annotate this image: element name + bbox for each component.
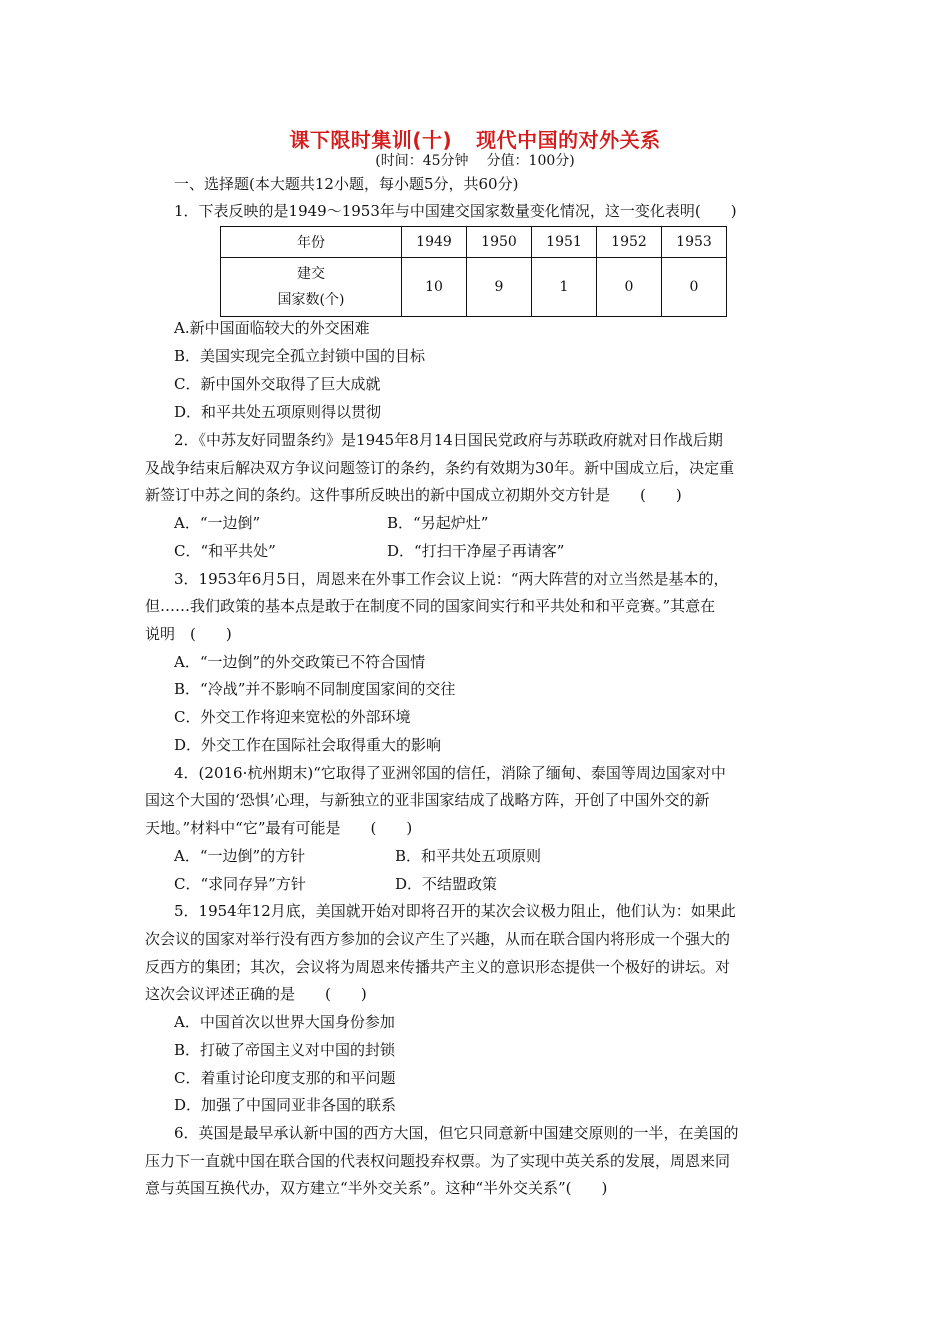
q3-stem-line-2: 但……我们政策的基本点是敢于在制度不同的国家间实行和平共处和和平竞赛。”其意在 xyxy=(145,597,716,615)
q5-stem-line-1: 5．1954年12月底，美国就开始对即将召开的某次会议极力阻止，他们认为：如果此 xyxy=(174,902,736,920)
row-label-line-1: 建交 xyxy=(297,266,325,282)
q3-option-d: D．外交工作在国际社会取得重大的影响 xyxy=(174,736,442,754)
q6-stem-line-1: 6．英国是最早承认新中国的西方大国，但它只同意新中国建交原则的一半，在美国的 xyxy=(174,1124,739,1142)
q5-option-c: C．着重讨论印度支那的和平问题 xyxy=(174,1069,396,1087)
q3-stem-line-3: 说明 ( ) xyxy=(145,625,232,643)
q4-option-c: C．“求同存异”方针 xyxy=(174,875,306,893)
q4-option-b: B．和平共处五项原则 xyxy=(395,847,542,865)
score-label: 分值：100分) xyxy=(486,153,575,169)
q5-option-b: B．打破了帝国主义对中国的封锁 xyxy=(174,1041,396,1059)
page-title xyxy=(0,124,950,153)
table-count-cell: 10 xyxy=(402,258,467,317)
q2-stem-line-1: 2．《中苏友好同盟条约》是1945年8月14日国民党政府与苏联政府就对日作战后期 xyxy=(174,431,723,449)
table-year-cell: 1953 xyxy=(662,227,727,258)
q4-option-d: D．不结盟政策 xyxy=(395,875,498,893)
q4-stem-line-1: 4．(2016·杭州期末)“它取得了亚洲邻国的信任，消除了缅甸、泰国等周边国家对中 xyxy=(174,764,726,782)
table-count-cell: 0 xyxy=(597,258,662,317)
q6-stem-line-2: 压力下一直就中国在联合国的代表权问题投弃权票。为了实现中英关系的发展，周恩来同 xyxy=(145,1152,731,1170)
q3-stem-line-1: 3．1953年6月5日，周恩来在外事工作会议上说：“两大阵营的对立当然是基本的， xyxy=(174,570,729,588)
title-part-1: 课下限时集训(十) xyxy=(289,128,453,152)
table-row-label xyxy=(221,258,402,317)
q1-option-b: B．美国实现完全孤立封锁中国的目标 xyxy=(174,347,426,365)
table-row xyxy=(221,258,727,317)
q1-option-a: A.新中国面临较大的外交困难 xyxy=(174,319,370,337)
exam-info xyxy=(0,150,950,170)
time-label: (时间：45分钟 xyxy=(375,153,469,169)
q5-stem-line-2: 次会议的国家对举行没有西方参加的会议产生了兴趣，从而在联合国内将形成一个强大的 xyxy=(145,930,731,948)
q5-stem-line-3: 反西方的集团；其次，会议将为周恩来传播共产主义的意识形态提供一个极好的讲坛。对 xyxy=(145,958,731,976)
table-year-cell: 1952 xyxy=(597,227,662,258)
q2-option-c: C．“和平共处” xyxy=(174,542,276,560)
row-label-line-2: 国家数(个) xyxy=(277,292,345,308)
q1-option-d: D．和平共处五项原则得以贯彻 xyxy=(174,403,382,421)
table-year-cell: 1950 xyxy=(467,227,532,258)
q1-option-c: C．新中国外交取得了巨大成就 xyxy=(174,375,381,393)
q4-stem-line-3: 天地。”材料中“它”最有可能是 ( ) xyxy=(145,819,413,837)
table-year-cell: 1949 xyxy=(402,227,467,258)
q5-stem-line-4: 这次会议评述正确的是 ( ) xyxy=(145,985,367,1003)
table-count-cell: 0 xyxy=(662,258,727,317)
table-count-cell: 9 xyxy=(467,258,532,317)
q4-option-a: A．“一边倒”的方针 xyxy=(174,847,306,865)
q3-option-a: A．“一边倒”的外交政策已不符合国情 xyxy=(174,653,426,671)
section-heading: 一、选择题(本大题共12小题，每小题5分，共60分) xyxy=(174,175,519,193)
table-header-cell: 年份 xyxy=(221,227,402,258)
title-part-2: 现代中国的对外关系 xyxy=(476,128,661,152)
q1-stem: 1．下表反映的是1949～1953年与中国建交国家数量变化情况，这一变化表明( ) xyxy=(174,202,737,220)
q5-option-a: A．中国首次以世界大国身份参加 xyxy=(174,1013,395,1031)
q3-option-c: C．外交工作将迎来宽松的外部环境 xyxy=(174,708,411,726)
q3-option-b: B．“冷战”并不影响不同制度国家间的交往 xyxy=(174,680,456,698)
table-year-cell: 1951 xyxy=(532,227,597,258)
table-count-cell: 1 xyxy=(532,258,597,317)
q2-option-d: D．“打扫干净屋子再请客” xyxy=(387,542,565,560)
q2-option-a: A．“一边倒” xyxy=(174,514,261,532)
q2-stem-line-3: 新签订中苏之间的条约。这件事所反映出的新中国成立初期外交方针是 ( ) xyxy=(145,486,682,504)
table-row xyxy=(221,227,727,258)
q4-stem-line-2: 国这个大国的‘恐惧’心理，与新独立的亚非国家结成了战略方阵，开创了中国外交的新 xyxy=(145,791,710,809)
q2-option-b: B．“另起炉灶” xyxy=(387,514,489,532)
q6-stem-line-3: 意与英国互换代办，双方建立“半外交关系”。这种“半外交关系”( ) xyxy=(145,1179,608,1197)
diplomatic-relations-table xyxy=(220,226,727,317)
q5-option-d: D．加强了中国同亚非各国的联系 xyxy=(174,1096,397,1114)
q2-stem-line-2: 及战争结束后解决双方争议问题签订的条约，条约有效期为30年。新中国成立后，决定重 xyxy=(145,459,735,477)
